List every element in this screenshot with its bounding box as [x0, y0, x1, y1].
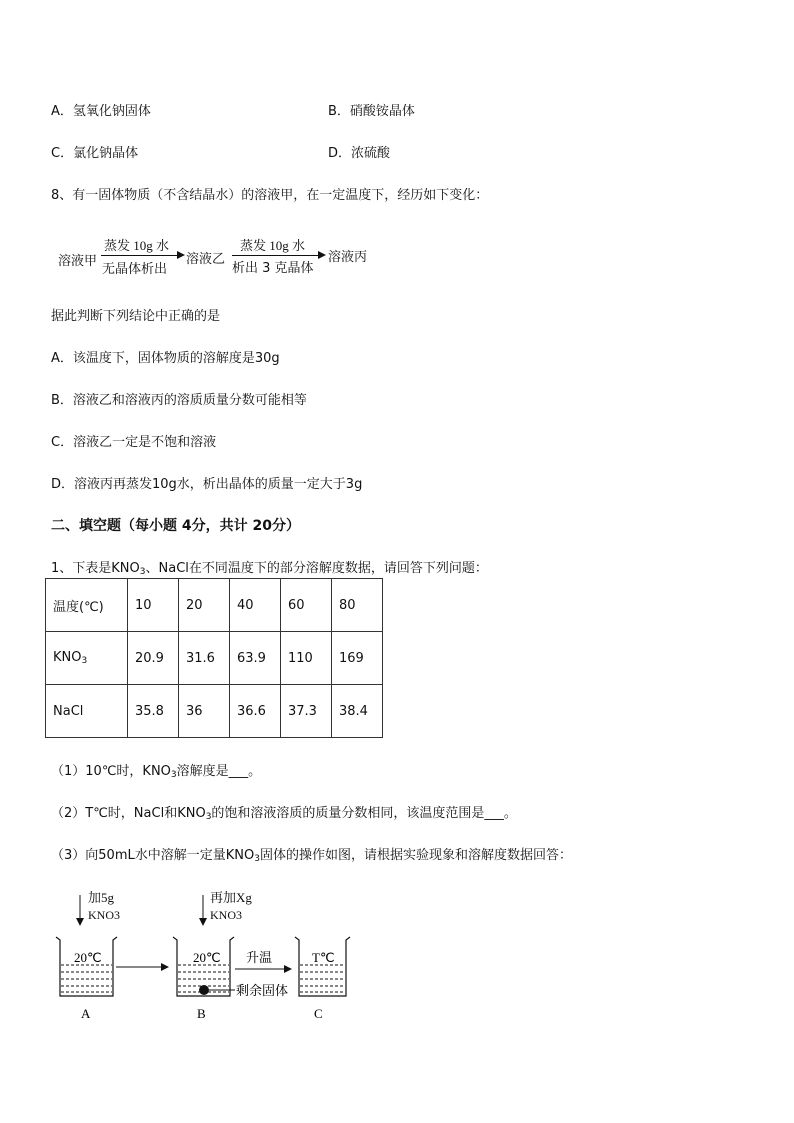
- q3-text-2: 固体的操作如图，请根据实验现象和溶解度数据回答：: [259, 848, 572, 863]
- table-header-cell: 40: [230, 579, 281, 632]
- flow-solution-jia: 溶液甲: [58, 254, 98, 269]
- flow-arrow1-top: 蒸发 10g 水: [104, 238, 170, 253]
- beaker-a-temp: 20℃: [74, 950, 102, 965]
- beaker-b: [173, 937, 234, 996]
- add-xg-kno3: KNO3: [210, 908, 242, 922]
- beaker-label-a: A: [81, 1006, 91, 1021]
- solubility-table: [45, 578, 383, 738]
- table-row-label: NaCl: [46, 685, 128, 738]
- q3-text: （3）向50mL水中溶解一定量KNO: [51, 848, 255, 863]
- q2-text-2: 的饱和溶液溶质的质量分数相同，该温度范围是___。: [211, 806, 517, 821]
- fill1-stem: [51, 557, 488, 577]
- fill1-q1: [51, 760, 261, 780]
- q1-sub: 3: [170, 770, 177, 780]
- q8-option-a: A．该温度下，固体物质的溶解度是30g: [51, 351, 280, 366]
- fill1-stem-text: 1、下表是KNO: [51, 561, 140, 576]
- flow-arrow2-head: [318, 251, 326, 259]
- q8-option-b: B．溶液乙和溶液丙的溶质质量分数可能相等: [51, 393, 307, 408]
- q8-lead: 据此判断下列结论中正确的是: [51, 309, 221, 324]
- flow-arrow2-top: 蒸发 10g 水: [240, 238, 306, 253]
- beaker-a: [56, 937, 117, 996]
- q2-sub: 3: [205, 812, 212, 822]
- table-row: [46, 685, 383, 738]
- q1-text: （1）10℃时，KNO: [51, 764, 171, 779]
- flow-arrow2-line: [232, 255, 318, 256]
- beaker-c: [295, 937, 350, 996]
- table-row: [46, 579, 383, 632]
- q2-text: （2）T℃时，NaCl和KNO: [51, 806, 206, 821]
- table-cell: 63.9: [230, 632, 281, 685]
- add-xg-label: 再加Xg: [210, 890, 252, 905]
- table-cell: 36: [179, 685, 230, 738]
- q7-option-b: B．硝酸铵晶体: [328, 104, 415, 119]
- q8-option-c: C．溶液乙一定是不饱和溶液: [51, 435, 217, 450]
- table-header-cell: 60: [281, 579, 332, 632]
- flow-arrow2-bottom: 析出 3 克晶体: [232, 261, 314, 276]
- q7-option-a: A．氢氧化钠固体: [51, 104, 151, 119]
- experiment-figure: [40, 885, 380, 1030]
- fill1-q3: [51, 844, 572, 864]
- q8-stem: 8、有一固体物质（不含结晶水）的溶液甲，在一定温度下，经历如下变化：: [51, 188, 489, 203]
- table-cell: 35.8: [128, 685, 179, 738]
- table-cell: 36.6: [230, 685, 281, 738]
- beaker-label-b: B: [197, 1006, 206, 1021]
- flow-solution-yi: 溶液乙: [186, 252, 226, 267]
- table-cell: 38.4: [332, 685, 383, 738]
- table-header-cell: 80: [332, 579, 383, 632]
- fill1-stem-text-2: 、NaCl在不同温度下的部分溶解度数据，请回答下列问题：: [145, 561, 488, 576]
- heat-label: 升温: [246, 951, 273, 966]
- kno3-sub: 3: [81, 656, 88, 666]
- q7-option-d: D．浓硫酸: [328, 146, 391, 161]
- table-header-cell: 10: [128, 579, 179, 632]
- flow-solution-bing: 溶液丙: [328, 250, 368, 265]
- fill1-stem-sub: 3: [139, 567, 146, 577]
- flow-arrow1-head: [177, 251, 185, 259]
- section-title: 二、填空题（每小题 4分，共计 20分）: [51, 518, 300, 534]
- flow-arrow1-line: [101, 255, 177, 256]
- residue-label: 剩余固体: [236, 984, 289, 999]
- add-5g-kno3: KNO3: [88, 908, 120, 922]
- q1-text-2: 溶解度是___。: [176, 764, 262, 779]
- beaker-label-c: C: [314, 1006, 323, 1021]
- table-header-cell: 温度(℃): [46, 579, 128, 632]
- q3-sub: 3: [254, 854, 260, 864]
- flow-arrow1-bottom: 无晶体析出: [102, 262, 168, 277]
- table-row: [46, 632, 383, 685]
- fill1-q2: [51, 802, 517, 822]
- table-cell: 169: [332, 632, 383, 685]
- table-cell: 20.9: [128, 632, 179, 685]
- table-cell: 110: [281, 632, 332, 685]
- beaker-c-temp: T℃: [312, 950, 335, 965]
- beaker-b-temp: 20℃: [193, 950, 221, 965]
- table-cell: 31.6: [179, 632, 230, 685]
- add-5g-label: 加5g: [88, 890, 115, 905]
- table-row-label: [46, 632, 128, 685]
- kno3-label: KNO: [53, 650, 82, 665]
- q7-option-c: C．氯化钠晶体: [51, 146, 139, 161]
- table-header-cell: 20: [179, 579, 230, 632]
- table-cell: 37.3: [281, 685, 332, 738]
- q8-option-d: D．溶液丙再蒸发10g水，析出晶体的质量一定大于3g: [51, 477, 363, 492]
